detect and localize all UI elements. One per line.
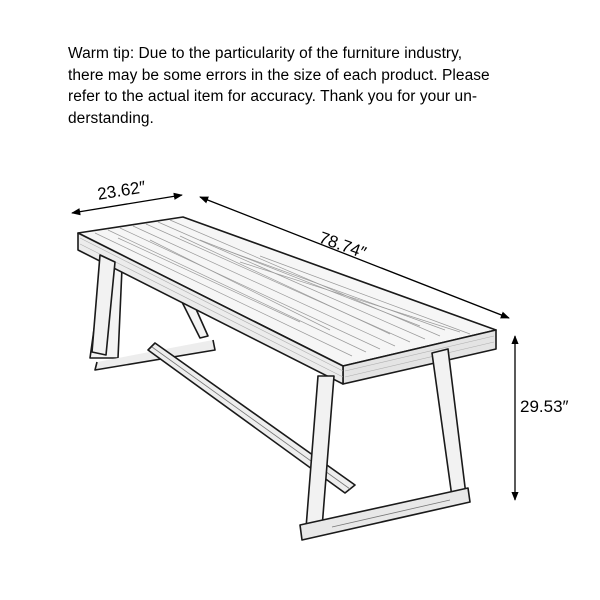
height-dimension-label: 29.53″ — [520, 397, 569, 416]
bench — [78, 217, 496, 540]
warm-tip-line: refer to the actual item for accuracy. Thank you for your un- — [68, 88, 478, 105]
front-foot-base — [300, 488, 470, 540]
front-right-leg — [300, 349, 470, 540]
warm-tip-line: Warm tip: Due to the particularity of the furniture industry, — [68, 45, 463, 62]
length-dimension-label: 78.74″ — [316, 228, 369, 263]
warm-tip-line: there may be some errors in the size of each product. Please — [68, 66, 490, 84]
depth-dimension-label: 23.62″ — [96, 177, 147, 204]
warm-tip-line: derstanding. — [68, 109, 154, 127]
